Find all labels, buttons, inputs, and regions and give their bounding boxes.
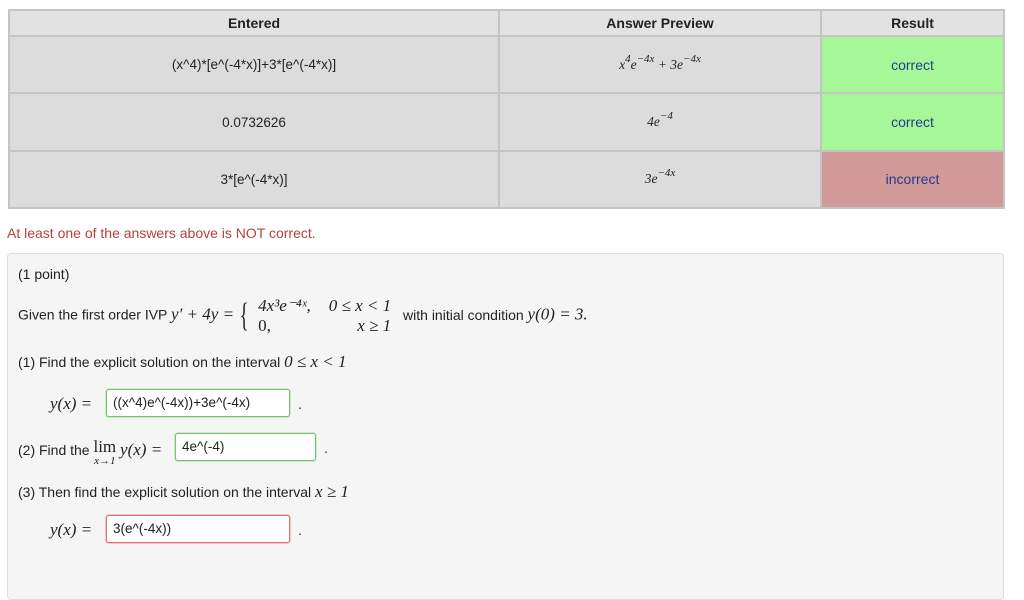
part1-text: (1) Find the explicit solution on the interval xyxy=(18,354,281,370)
case1-cond: 0 ≤ x < 1 xyxy=(328,296,392,315)
entered-cell: 3*[e^(-4*x)] xyxy=(9,151,499,208)
entered-cell: (x^4)*[e^(-4*x)]+3*[e^(-4*x)] xyxy=(9,36,499,93)
header-entered: Entered xyxy=(9,10,499,36)
piecewise-cases xyxy=(254,296,395,336)
ivp-statement xyxy=(18,296,588,336)
period: . xyxy=(298,396,302,412)
part1-answer-input[interactable]: ((x^4)e^(-4x))+3e^(-4x) xyxy=(106,389,290,417)
case1-expr: 4x³e⁻⁴ˣ, xyxy=(258,296,311,315)
header-result: Result xyxy=(821,10,1004,36)
preview-cell: $4e^{-4}$ xyxy=(499,93,821,150)
results-row xyxy=(9,93,1004,150)
case2-expr: 0, xyxy=(258,316,271,335)
lim-subscript: x→1 xyxy=(94,455,116,467)
part3-text: (3) Then find the explicit solution on the interval xyxy=(18,484,312,500)
part2-lhs: y(x) = xyxy=(120,440,163,459)
part1-lhs: y(x) = xyxy=(50,394,93,413)
preview-cell: $3e^{-4x}$ xyxy=(499,151,821,208)
part3-lhs: y(x) = xyxy=(50,520,93,539)
part2-answer-input[interactable]: 4e^(-4) xyxy=(175,433,316,461)
limit-operator xyxy=(93,437,117,468)
results-row xyxy=(9,151,1004,208)
preview-cell: $x^4e^{-4x} + 3e^{-4x}$ xyxy=(499,36,821,93)
part2-prompt xyxy=(18,437,163,468)
initial-condition: y(0) = 3. xyxy=(527,304,588,324)
problem-box xyxy=(7,253,1004,600)
with-text: with initial condition xyxy=(403,306,524,323)
period: . xyxy=(298,522,302,538)
result-cell: correct xyxy=(821,36,1004,93)
result-cell: incorrect xyxy=(821,151,1004,208)
ivp-lhs: y′ + 4y = xyxy=(171,304,235,324)
part2-text: (2) Find the xyxy=(18,442,90,458)
case2-cond: x ≥ 1 xyxy=(357,316,392,335)
left-brace: { xyxy=(239,297,249,334)
part1-prompt xyxy=(18,352,347,372)
warning-message: At least one of the answers above is NOT correct. xyxy=(7,225,316,241)
results-table xyxy=(8,9,1005,209)
given-text: Given the first order IVP xyxy=(18,306,168,323)
part3-prompt xyxy=(18,482,349,502)
period: . xyxy=(324,440,328,456)
header-answer-preview: Answer Preview xyxy=(499,10,821,36)
part1-interval: 0 ≤ x < 1 xyxy=(284,352,347,371)
problem-points: (1 point) xyxy=(18,266,70,282)
result-cell: correct xyxy=(821,93,1004,150)
entered-cell: 0.0732626 xyxy=(9,93,499,150)
results-row xyxy=(9,36,1004,93)
part3-answer-input[interactable]: 3(e^(-4x)) xyxy=(106,515,290,543)
lim-label: lim xyxy=(93,437,117,456)
results-header-row xyxy=(9,10,1004,36)
part3-interval: x ≥ 1 xyxy=(315,482,349,501)
